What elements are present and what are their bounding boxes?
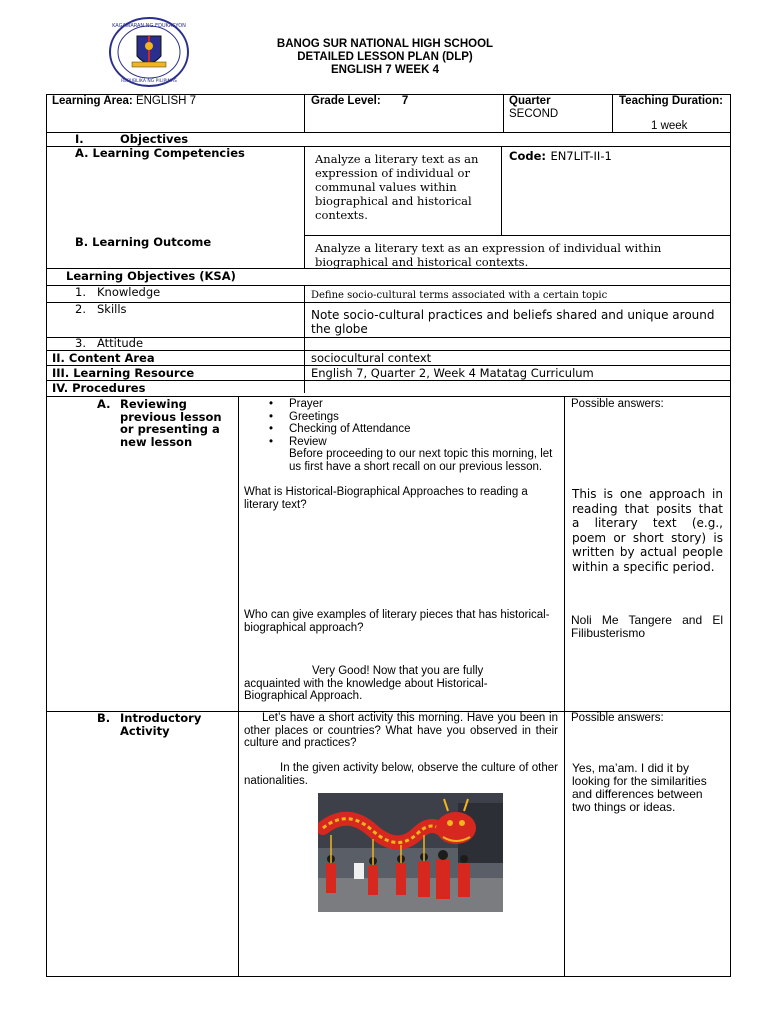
svg-text:REPUBLIKA NG PILIPINAS: REPUBLIKA NG PILIPINAS xyxy=(121,79,177,84)
skills-text: Note socio-cultural practices and beliefs shared and unique around the globe xyxy=(311,308,715,336)
grade-level-value: 7 xyxy=(401,95,409,107)
procedure-b-letter: B. xyxy=(97,711,111,725)
quarter-label: Quarter xyxy=(509,95,551,107)
review-note: Before proceeding to our next topic this morning, let us first have a short recall on our previous lesson. xyxy=(289,448,553,473)
grade-level-label: Grade Level: xyxy=(311,95,381,107)
grade-level xyxy=(311,95,408,108)
procedure-b-answer1: Yes, ma’am. I did it by looking for the similarities and differences between two things or ideas. xyxy=(572,761,707,814)
outcome-label: B. Learning Outcome xyxy=(75,235,212,249)
content-area-value: sociocultural context xyxy=(311,351,432,365)
procedure-a-letter: A. xyxy=(97,397,111,411)
competencies-label: A. Learning Competencies xyxy=(75,146,245,160)
procedure-a-title: Reviewing previous lesson or presenting a new lesson xyxy=(120,397,222,449)
learning-area-value: ENGLISH 7 xyxy=(135,95,197,107)
knowledge-num: 1. xyxy=(75,285,86,299)
competencies-text: Analyze a literary text as an expression of individual or communal values within biographical and historical contexts. xyxy=(315,152,479,222)
attitude-num: 3. xyxy=(75,336,86,350)
dragon-dance-photo xyxy=(318,793,503,912)
procedure-b-text1: Let’s have a short activity this morning. Have you been in other places or countries? What have you observed in their culture and practices? xyxy=(244,712,558,749)
school-name: BANOG SUR NATIONAL HIGH SCHOOL xyxy=(276,38,494,50)
svg-text:KAGAWARAN NG EDUKASYON: KAGAWARAN NG EDUKASYON xyxy=(112,23,186,29)
ksa-label: Learning Objectives (KSA) xyxy=(66,269,236,283)
learning-resource-value: English 7, Quarter 2, Week 4 Matatag Curriculum xyxy=(311,366,594,380)
teaching-duration-value: 1 week xyxy=(651,120,688,132)
code-label: Code: xyxy=(509,149,546,163)
attitude-label: Attitude xyxy=(97,336,144,350)
skills-num: 2. xyxy=(75,302,86,316)
knowledge-text: Define socio-cultural terms associated with a certain topic xyxy=(311,290,608,301)
list-item: • Review xyxy=(289,436,561,449)
outcome-text: Analyze a literary text as an expression of individual within biographical and historical contexts. xyxy=(315,241,662,269)
teaching-duration-label: Teaching Duration: xyxy=(619,95,723,107)
procedure-b-answers-label: Possible answers: xyxy=(571,712,664,724)
list-item: • Checking of Attendance xyxy=(289,423,561,436)
knowledge-label: Knowledge xyxy=(97,285,161,299)
skills-label: Skills xyxy=(97,302,127,316)
procedure-a-answers-label: Possible answers: xyxy=(571,398,664,410)
procedure-a-closing: Very Good! Now that you are fully acquainted with the knowledge about Historical-Biographical Approach. xyxy=(244,665,488,702)
objectives-heading: Objectives xyxy=(120,132,189,146)
procedure-a-answer1: This is one approach in reading that posits that a literary text (e.g., poem or short story) is written by actual people within a specific period. xyxy=(572,487,723,574)
learning-area-label: Learning Area: xyxy=(52,95,133,107)
deped-seal-logo xyxy=(108,16,190,88)
code-value: EN7LIT-II-1 xyxy=(550,149,612,163)
procedure-a-question1: What is Historical-Biographical Approaches to reading a literary text? xyxy=(244,486,528,511)
procedure-a-activities xyxy=(289,398,561,473)
quarter-value: SECOND xyxy=(509,107,559,120)
learning-area xyxy=(52,95,196,108)
list-item: • Prayer xyxy=(289,398,561,411)
procedure-a-question2: Who can give examples of literary pieces that has historical-biographical approach? xyxy=(244,609,550,634)
procedure-b-title: Introductory Activity xyxy=(120,711,202,738)
competency-code xyxy=(509,147,612,165)
list-item: • Greetings xyxy=(289,411,561,424)
procedure-a-answer2: Noli Me Tangere and El Filibusterismo xyxy=(571,613,723,640)
document-title: DETAILED LESSON PLAN (DLP) xyxy=(297,51,473,63)
procedure-b-text2: In the given activity below, observe the culture of other nationalities. xyxy=(244,762,558,787)
content-area-label: II. Content Area xyxy=(52,351,155,365)
learning-resource-label: III. Learning Resource xyxy=(52,366,195,380)
document-subtitle: ENGLISH 7 WEEK 4 xyxy=(331,64,439,76)
procedures-label: IV. Procedures xyxy=(52,381,146,395)
quarter xyxy=(509,95,558,120)
objectives-numeral: I. xyxy=(75,132,84,146)
document-header xyxy=(230,38,540,77)
